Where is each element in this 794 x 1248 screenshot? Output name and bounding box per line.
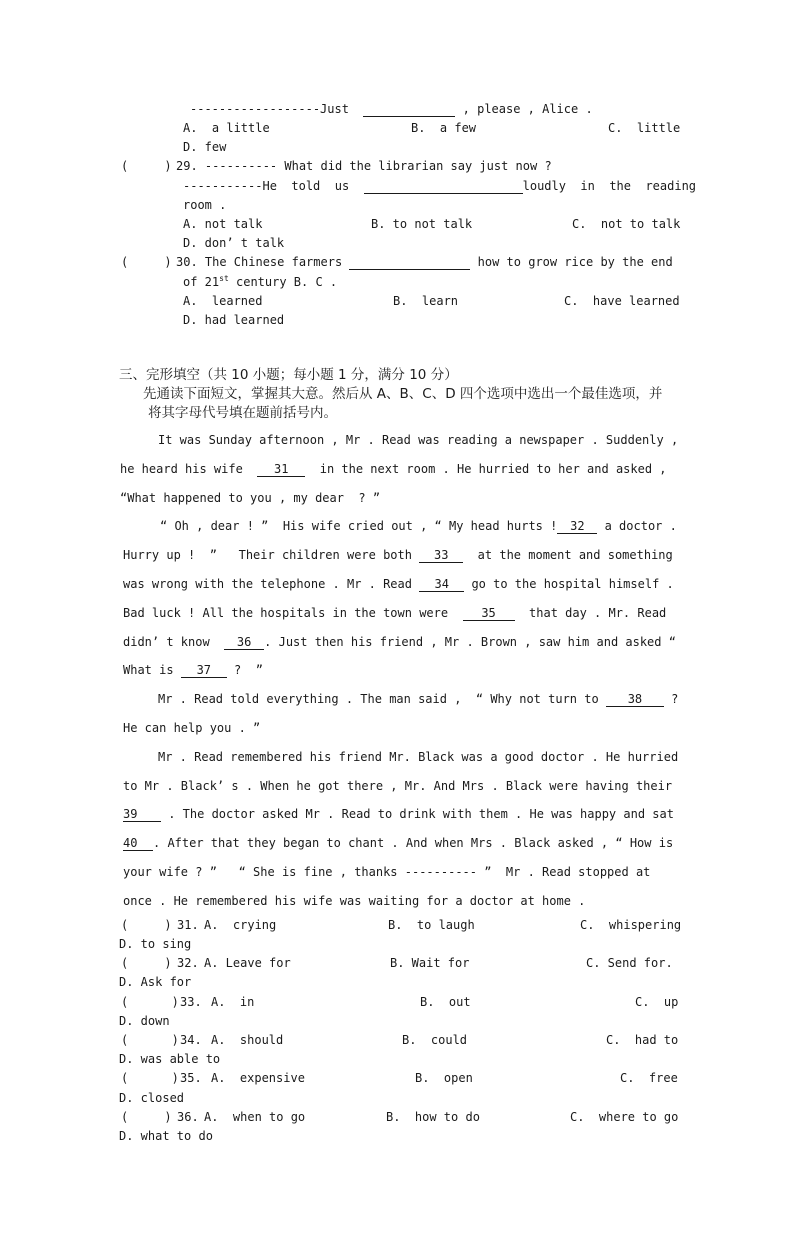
question-32-option-c: C. Send for. xyxy=(586,956,673,970)
passage-line: didn’ t know 36 . Just then his friend , Mr . Brown , saw him and asked “ xyxy=(123,635,676,649)
question-33-paren: ( ) xyxy=(121,995,179,1009)
q28-option-c: C. little xyxy=(608,121,681,135)
question-35-option-b: B. open xyxy=(415,1071,473,1085)
passage-line: 39 . The doctor asked Mr . Read to drink with them . He was happy and sat xyxy=(123,807,674,821)
q29-answer-line: -----------He told us loudly in the reading xyxy=(183,179,697,193)
q29-option-c: C. not to talk xyxy=(572,217,681,231)
q30-option-d: D. had learned xyxy=(183,313,285,327)
question-31-option-b: B. to laugh xyxy=(388,918,475,932)
q29-option-a: A. not talk xyxy=(183,217,263,231)
question-35-number: 35. xyxy=(180,1071,202,1085)
blank-36: 36 xyxy=(224,635,264,650)
q29-option-d: D. don’ t talk xyxy=(183,236,285,250)
question-36-option-c: C. where to go xyxy=(570,1110,679,1124)
q30-blank xyxy=(349,255,470,270)
question-33-option-b: B. out xyxy=(420,995,471,1009)
q30-option-b: B. learn xyxy=(393,294,459,308)
passage-line: Mr . Read told everything . The man said , “ Why not turn to 38 ? xyxy=(158,692,679,706)
q28-blank xyxy=(363,102,455,117)
q29-answer-line-cont: room . xyxy=(183,198,227,212)
q29-question: 29. ---------- What did the librarian say just now ? xyxy=(176,159,552,173)
section-instructions-cont: 将其字母代号填在题前括号内。 xyxy=(148,405,337,421)
blank-34: 34 xyxy=(419,577,464,592)
question-36-option-a: A. when to go xyxy=(204,1110,306,1124)
passage-line: once . He remembered his wife was waiting for a doctor at home . xyxy=(123,894,586,908)
q29-paren: ( ) xyxy=(121,159,172,173)
question-31-option-c: C. whispering xyxy=(580,918,682,932)
q30-option-c: C. have learned xyxy=(564,294,680,308)
question-34-number: 34. xyxy=(180,1033,202,1047)
question-31-number: 31. xyxy=(177,918,199,932)
question-35-option-d: D. closed xyxy=(119,1091,185,1105)
question-36-paren: ( ) xyxy=(121,1110,172,1124)
passage-line: was wrong with the telephone . Mr . Read 34 go to the hospital himself . xyxy=(123,577,674,591)
q29-blank xyxy=(364,179,523,194)
blank-35: 35 xyxy=(463,606,515,621)
question-34-option-a: A. should xyxy=(211,1033,284,1047)
question-33-option-a: A. in xyxy=(211,995,255,1009)
question-34-option-c: C. had to xyxy=(606,1033,679,1047)
question-34-option-b: B. could xyxy=(402,1033,468,1047)
question-31-option-a: A. crying xyxy=(204,918,277,932)
question-33-option-d: D. down xyxy=(119,1014,170,1028)
section-title: 三、完形填空（共 10 小题；每小题 1 分，满分 10 分） xyxy=(119,367,458,383)
blank-33: 33 xyxy=(419,548,463,563)
q30-question: 30. The Chinese farmers how to grow rice by the end xyxy=(176,255,673,269)
blank-37: 37 xyxy=(181,663,227,678)
section-instructions: 先通读下面短文，掌握其大意。然后从 A、B、C、D 四个选项中选出一个最佳选项，并 xyxy=(143,386,663,402)
question-32-option-a: A. Leave for xyxy=(204,956,291,970)
question-36-option-b: B. how to do xyxy=(386,1110,480,1124)
passage-line: Mr . Read remembered his friend Mr. Black was a good doctor . He hurried xyxy=(158,750,679,764)
question-32-option-d: D. Ask for xyxy=(119,975,192,989)
question-34-option-d: D. was able to xyxy=(119,1052,221,1066)
passage-line: Bad luck ! All the hospitals in the town were 35 that day . Mr. Read xyxy=(123,606,667,620)
q29-option-b: B. to not talk xyxy=(371,217,473,231)
q30-option-a: A. learned xyxy=(183,294,263,308)
question-35-option-a: A. expensive xyxy=(211,1071,305,1085)
passage-line: your wife ? ” “ She is fine , thanks ---------- ” Mr . Read stopped at xyxy=(123,865,651,879)
passage-line: It was Sunday afternoon , Mr . Read was reading a newspaper . Suddenly , xyxy=(158,433,679,447)
blank-39: 39 xyxy=(123,807,161,822)
q28-option-b: B. a few xyxy=(411,121,477,135)
question-34-paren: ( ) xyxy=(121,1033,179,1047)
passage-line: to Mr . Black’ s . When he got there , Mr. And Mrs . Black were having their xyxy=(123,779,673,793)
question-36-option-d: D. what to do xyxy=(119,1129,213,1143)
passage-line: He can help you . ” xyxy=(123,721,261,735)
question-31-paren: ( ) xyxy=(121,918,172,932)
question-35-option-c: C. free xyxy=(620,1071,678,1085)
passage-line: “What happened to you , my dear ? ” xyxy=(120,491,381,505)
question-35-paren: ( ) xyxy=(121,1071,179,1085)
question-32-option-b: B. Wait for xyxy=(390,956,470,970)
q30-paren: ( ) xyxy=(121,255,172,269)
blank-40: 40 xyxy=(123,836,153,851)
question-33-number: 33. xyxy=(180,995,202,1009)
question-31-option-d: D. to sing xyxy=(119,937,192,951)
question-32-number: 32. xyxy=(177,956,199,970)
passage-line: “ Oh , dear ! ” His wife cried out , “ My head hurts ! 32 a doctor . xyxy=(160,519,677,533)
blank-32: 32 xyxy=(557,519,597,534)
blank-38: 38 xyxy=(606,692,664,707)
question-32-paren: ( ) xyxy=(121,956,172,970)
passage-line: 40 . After that they began to chant . And when Mrs . Black asked , “ How is xyxy=(123,836,674,850)
passage-line: Hurry up ! ” Their children were both 33 at the moment and something xyxy=(123,548,673,562)
passage-line: What is 37 ? ” xyxy=(123,663,263,677)
q28-prompt: ------------------Just , please , Alice . xyxy=(190,102,593,116)
passage-line: he heard his wife 31 in the next room . He hurried to her and asked , xyxy=(120,462,667,476)
question-33-option-c: C. up xyxy=(635,995,679,1009)
q28-option-d: D. few xyxy=(183,140,227,154)
q28-option-a: A. a little xyxy=(183,121,270,135)
blank-31: 31 xyxy=(257,462,305,477)
question-36-number: 36. xyxy=(177,1110,199,1124)
q30-question-cont: of 21st century B. C . xyxy=(183,274,338,289)
